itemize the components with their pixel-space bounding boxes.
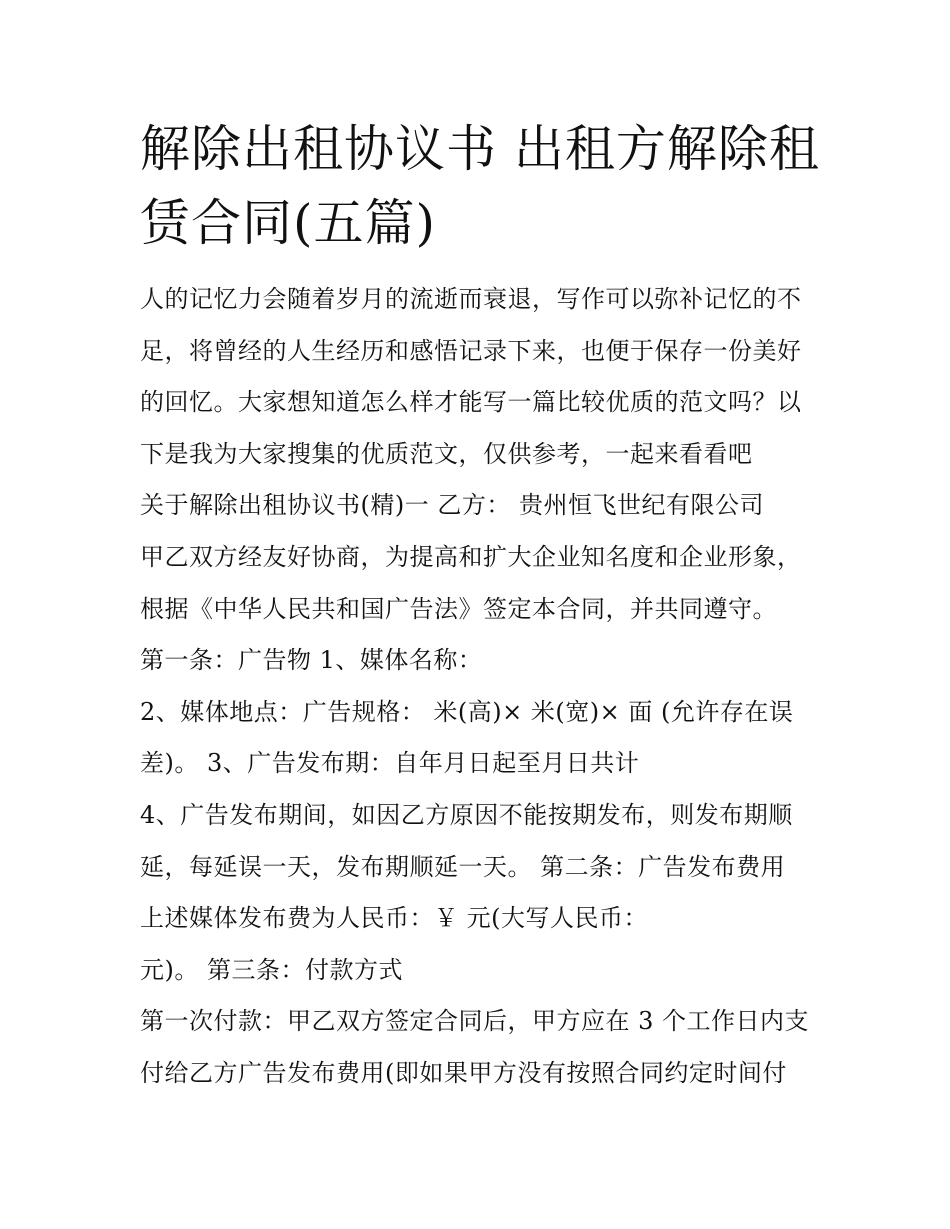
body-line-13: 上述媒体发布费为人民币：￥ 元(大写人民币： bbox=[140, 904, 648, 933]
body-line-12: 延，每延误一天，发布期顺延一天。 第二条：广告发布费用 bbox=[140, 852, 786, 881]
body-line-2: 足，将曾经的人生经历和感悟记录下来，也便于保存一份美好 bbox=[140, 336, 802, 365]
document-title-line-1: 解除出租协议书 出租方解除租 bbox=[140, 120, 820, 178]
body-line-9: 2、媒体地点：广告规格： 米(高)× 米(宽)× 面 (允许存在误 bbox=[140, 697, 794, 726]
body-line-4: 下是我为大家搜集的优质范文，仅供参考，一起来看看吧 bbox=[140, 439, 753, 468]
body-line-15: 第一次付款：甲乙双方签定合同后，甲方应在 3 个工作日内支 bbox=[140, 1007, 810, 1036]
document-title-line-2: 赁合同(五篇) bbox=[140, 194, 437, 252]
body-line-14: 元)。 第三条：付款方式 bbox=[140, 955, 403, 984]
body-line-10: 差)。 3、广告发布期：自年月日起至月日共计 bbox=[140, 749, 640, 778]
document-body bbox=[140, 274, 820, 1100]
body-line-16: 付给乙方广告发布费用(即如果甲方没有按照合同约定时间付 bbox=[140, 1058, 787, 1087]
body-line-3: 的回忆。大家想知道怎么样才能写一篇比较优质的范文吗？以 bbox=[140, 388, 802, 417]
body-line-1: 人的记忆力会随着岁月的流逝而衰退，写作可以弥补记忆的不 bbox=[140, 285, 802, 313]
document-title bbox=[140, 112, 820, 260]
body-line-5: 关于解除出租协议书(精)一 乙方： 贵州恒飞世纪有限公司 bbox=[140, 491, 764, 520]
body-line-7: 根据《中华人民共和国广告法》签定本合同，并共同遵守。 bbox=[140, 594, 777, 623]
body-line-11: 4、广告发布期间，如因乙方原因不能按期发布，则发布期顺 bbox=[140, 800, 793, 829]
body-line-8: 第一条：广告物 1、媒体名称： bbox=[140, 646, 483, 675]
body-line-6: 甲乙双方经友好协商，为提高和扩大企业知名度和企业形象， bbox=[140, 542, 802, 571]
